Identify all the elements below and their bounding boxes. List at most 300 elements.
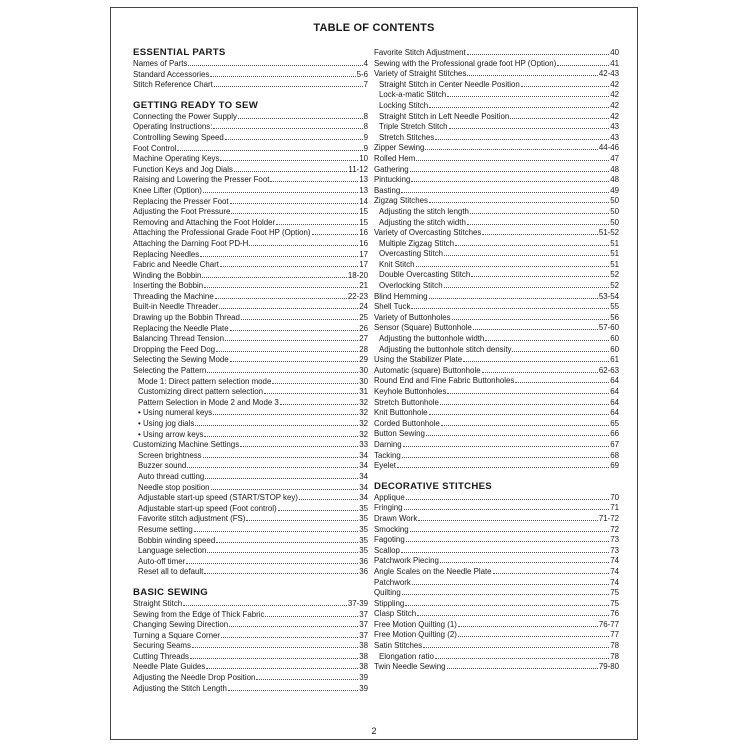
toc-entry-label: Angle Scales on the Needle Plate xyxy=(374,566,492,576)
toc-entry-page: 34 xyxy=(359,461,368,471)
toc-entry xyxy=(374,281,619,292)
dot-leader xyxy=(402,456,609,458)
dot-leader xyxy=(240,445,358,447)
toc-entry-label: Drawing up the Bobbin Thread xyxy=(133,313,240,323)
dot-leader xyxy=(452,318,610,320)
dot-leader xyxy=(426,434,609,436)
toc-entry-label: Stitch Reference Chart xyxy=(133,80,213,90)
toc-entry xyxy=(133,387,368,398)
toc-entry xyxy=(133,197,368,208)
toc-entry-page: 50 xyxy=(610,217,619,227)
toc-entry-page: 34 xyxy=(359,450,368,460)
toc-entry-label: Foot Control xyxy=(133,143,177,153)
toc-entry-label: • Using numeral keys xyxy=(138,408,213,418)
toc-entry-label: Selecting the Sewing Mode xyxy=(133,355,229,365)
dot-leader xyxy=(473,328,598,330)
toc-entry xyxy=(133,684,368,695)
toc-entry xyxy=(133,451,368,462)
dot-leader xyxy=(234,170,347,172)
dot-leader xyxy=(204,286,358,288)
toc-entry-label: Drawn Work xyxy=(374,513,418,523)
dot-leader xyxy=(210,75,355,77)
toc-entry xyxy=(133,673,368,684)
dot-leader xyxy=(256,678,358,680)
toc-entry-page: 42 xyxy=(610,79,619,89)
toc-entry xyxy=(374,143,619,154)
toc-entry xyxy=(133,620,368,631)
toc-entry-label: Turning a Square Corner xyxy=(133,630,220,640)
dot-leader xyxy=(299,498,358,500)
toc-entry-page: 64 xyxy=(610,397,619,407)
toc-entry-page: 7 xyxy=(363,80,368,90)
dot-leader xyxy=(467,223,609,225)
toc-entry-page: 17 xyxy=(359,260,368,270)
toc-entry xyxy=(374,578,619,589)
toc-entry xyxy=(133,641,368,652)
dot-leader xyxy=(440,403,609,405)
toc-entry-label: Changing Sewing Direction xyxy=(133,620,229,630)
dot-leader xyxy=(416,159,609,161)
toc-entry xyxy=(374,112,619,123)
toc-entry-label: Adjusting the Foot Pressure xyxy=(133,207,231,217)
toc-entry-page: 68 xyxy=(610,450,619,460)
toc-left-column xyxy=(133,47,368,694)
toc-entry-label: Favorite stitch adjustment (FS) xyxy=(138,514,246,524)
toc-entry-label: Adjustable start-up speed (START/STOP key) xyxy=(138,493,298,503)
toc-entry xyxy=(374,387,619,398)
dot-leader xyxy=(188,64,362,66)
toc-entry-page: 34 xyxy=(359,482,368,492)
dot-leader xyxy=(220,159,358,161)
dot-leader xyxy=(485,339,609,341)
toc-entry-page: 43 xyxy=(610,132,619,142)
dot-leader xyxy=(230,360,359,362)
toc-entry-label: Adjusting the buttonhole stitch density xyxy=(379,344,512,354)
toc-entry-label: Replacing the Needle Plate xyxy=(133,323,229,333)
toc-entry-page: 37 xyxy=(359,609,368,619)
dot-leader xyxy=(423,646,609,648)
dot-leader xyxy=(219,307,358,309)
toc-entry-page: 64 xyxy=(610,376,619,386)
toc-entry xyxy=(133,430,368,441)
toc-entry-page: 76 xyxy=(610,609,619,619)
toc-entry-page: 51-52 xyxy=(598,228,619,238)
toc-entry-page: 56 xyxy=(610,312,619,322)
dot-leader xyxy=(441,424,609,426)
toc-entry xyxy=(374,218,619,229)
dot-leader xyxy=(416,265,610,267)
toc-entry xyxy=(133,324,368,335)
toc-entry-page: 73 xyxy=(610,545,619,555)
toc-entry xyxy=(133,652,368,663)
dot-leader xyxy=(447,667,598,669)
toc-entry xyxy=(133,408,368,419)
dot-leader xyxy=(418,519,598,521)
dot-leader xyxy=(402,593,609,595)
toc-entry xyxy=(133,483,368,494)
toc-entry-label: Corded Buttonhole xyxy=(374,418,440,428)
toc-entry xyxy=(133,165,368,176)
dot-leader xyxy=(230,329,359,331)
toc-entry xyxy=(374,514,619,525)
dot-leader xyxy=(187,466,358,468)
dot-leader xyxy=(429,201,609,203)
toc-entry-label: Applique xyxy=(374,492,405,502)
dot-leader xyxy=(455,244,609,246)
toc-entry xyxy=(133,59,368,70)
toc-entry-page: 9 xyxy=(363,143,368,153)
dot-leader xyxy=(440,561,609,563)
toc-entry-label: Twin Needle Sewing xyxy=(374,662,446,672)
toc-entry-label: Clasp Stitch xyxy=(374,609,417,619)
toc-entry xyxy=(374,376,619,387)
toc-entry xyxy=(374,398,619,409)
toc-entry-label: Stippling xyxy=(374,598,405,608)
toc-entry-page: 17 xyxy=(359,249,368,259)
toc-entry-page: 33 xyxy=(359,440,368,450)
toc-entry xyxy=(133,472,368,483)
toc-entry-page: 60 xyxy=(610,334,619,344)
toc-entry xyxy=(374,345,619,356)
dot-leader xyxy=(264,392,358,394)
toc-entry xyxy=(133,366,368,377)
toc-entry-page: 35 xyxy=(359,514,368,524)
toc-entry-page: 73 xyxy=(610,535,619,545)
toc-entry-label: Zipper Sewing xyxy=(374,143,425,153)
dot-leader xyxy=(410,170,610,172)
toc-entry-label: Bobbin winding speed xyxy=(138,535,216,545)
dot-leader xyxy=(221,636,358,638)
toc-entry-label: • Using arrow keys xyxy=(138,429,204,439)
toc-entry xyxy=(374,493,619,504)
toc-entry xyxy=(133,461,368,472)
toc-entry-label: Sewing with the Professional grade foot HP (Option) xyxy=(374,58,557,68)
dot-leader xyxy=(404,508,610,510)
toc-entry-label: Adjusting the Needle Drop Position xyxy=(133,673,256,683)
toc-entry-page: 34 xyxy=(359,493,368,503)
toc-entry-page: 43 xyxy=(610,122,619,132)
toc-entry-page: 26 xyxy=(359,323,368,333)
toc-entry xyxy=(374,588,619,599)
toc-entry-page: 74 xyxy=(610,577,619,587)
toc-entry-page: 28 xyxy=(359,344,368,354)
dot-leader xyxy=(190,657,358,659)
toc-entry xyxy=(133,260,368,271)
toc-entry xyxy=(133,334,368,345)
toc-entry-label: Shell Tuck xyxy=(374,302,411,312)
toc-entry-page: 66 xyxy=(610,429,619,439)
toc-entry xyxy=(133,207,368,218)
dot-leader xyxy=(512,350,609,352)
toc-entry xyxy=(374,620,619,631)
toc-entry-page: 70 xyxy=(610,492,619,502)
toc-entry-label: Adjusting the stitch width xyxy=(379,217,466,227)
toc-entry-page: 52 xyxy=(610,270,619,280)
toc-entry xyxy=(374,239,619,250)
toc-entry xyxy=(374,503,619,514)
toc-entry xyxy=(374,366,619,377)
toc-entry xyxy=(374,122,619,133)
toc-entry-page: 42 xyxy=(610,100,619,110)
toc-entry-label: Patchwork Piecing xyxy=(374,556,439,566)
toc-entry xyxy=(133,493,368,504)
toc-entry-page: 75 xyxy=(610,598,619,608)
toc-entry xyxy=(374,451,619,462)
toc-entry-page: 32 xyxy=(359,429,368,439)
toc-entry xyxy=(374,641,619,652)
toc-entry xyxy=(374,355,619,366)
toc-entry-page: 79-80 xyxy=(598,662,619,672)
toc-entry-page: 61 xyxy=(610,355,619,365)
dot-leader xyxy=(482,233,598,235)
toc-entry-label: Darning xyxy=(374,439,402,449)
dot-leader xyxy=(401,551,609,553)
dot-leader xyxy=(510,117,609,119)
dot-leader xyxy=(429,297,598,299)
toc-entry-page: 30 xyxy=(359,366,368,376)
toc-entry-label: Controlling Sewing Speed xyxy=(133,132,224,142)
dot-leader xyxy=(405,604,609,606)
dot-leader xyxy=(195,424,358,426)
toc-entry xyxy=(133,557,368,568)
toc-entry xyxy=(374,535,619,546)
toc-entry xyxy=(133,313,368,324)
toc-entry xyxy=(133,112,368,123)
dot-leader xyxy=(225,339,358,341)
toc-entry-page: 40 xyxy=(610,48,619,57)
dot-leader xyxy=(425,148,597,150)
toc-entry-page: 30 xyxy=(359,376,368,386)
dot-leader xyxy=(192,646,358,648)
dot-leader xyxy=(203,191,358,193)
dot-leader xyxy=(194,530,358,532)
toc-entry xyxy=(133,218,368,229)
toc-entry xyxy=(374,80,619,91)
toc-entry-label: Raising and Lowering the Presser Foot xyxy=(133,175,270,185)
toc-entry-label: Names of Parts xyxy=(133,59,188,68)
toc-entry-page: 48 xyxy=(610,175,619,185)
toc-entry-page: 13 xyxy=(359,185,368,195)
toc-entry-page: 13 xyxy=(359,175,368,185)
section-heading-basic-sewing: BASIC SEWING xyxy=(133,586,209,598)
toc-entry-page: 25 xyxy=(359,313,368,323)
dot-leader xyxy=(406,498,610,500)
toc-entry xyxy=(133,419,368,430)
dot-leader xyxy=(493,572,610,574)
section-heading-essential-parts: ESSENTIAL PARTS xyxy=(133,47,226,58)
dot-leader xyxy=(312,233,359,235)
toc-entry-page: 75 xyxy=(610,588,619,598)
toc-entry xyxy=(374,313,619,324)
section-heading-decorative-stitches: DECORATIVE STITCHES xyxy=(374,480,492,492)
toc-entry xyxy=(374,440,619,451)
toc-entry-label: Free Motion Quilting (2) xyxy=(374,630,457,640)
toc-entry xyxy=(374,175,619,186)
toc-entry-label: Balancing Thread Tension xyxy=(133,334,224,344)
toc-entry-label: Language selection xyxy=(138,546,207,556)
toc-entry xyxy=(133,122,368,133)
toc-entry-page: 18-20 xyxy=(347,270,368,280)
toc-entry-label: Sewing from the Edge of Thick Fabric xyxy=(133,609,265,619)
toc-entry xyxy=(374,599,619,610)
toc-entry-label: Replacing the Presser Foot xyxy=(133,196,229,206)
toc-entry xyxy=(133,567,368,578)
toc-entry-page: 24 xyxy=(359,302,368,312)
toc-entry-label: Variety of Overcasting Stitches xyxy=(374,228,482,238)
toc-entry-label: Reset all to default xyxy=(138,567,204,577)
toc-entry-page: 29 xyxy=(359,355,368,365)
toc-entry xyxy=(133,228,368,239)
dot-leader xyxy=(444,254,609,256)
toc-entry-label: Pintucking xyxy=(374,175,411,185)
toc-entry-page: 78 xyxy=(610,651,619,661)
toc-entry xyxy=(133,546,368,557)
page-number: 2 xyxy=(371,726,377,736)
toc-entry-page: 71 xyxy=(610,503,619,513)
toc-entry-page: 51 xyxy=(610,238,619,248)
dot-leader xyxy=(238,117,363,119)
toc-entry-label: Double Overcasting Stitch xyxy=(379,270,471,280)
toc-entry-label: Pattern Selection in Mode 2 and Mode 3 xyxy=(138,397,279,407)
toc-entry xyxy=(133,631,368,642)
dot-leader xyxy=(211,488,359,490)
page-title: TABLE OF CONTENTS xyxy=(313,22,435,34)
toc-entry-label: Tacking xyxy=(374,450,401,460)
toc-entry-label: Overlocking Stitch xyxy=(379,281,443,291)
toc-entry-label: Auto-off timer xyxy=(138,556,186,566)
toc-entry-label: Needle Plate Guides xyxy=(133,662,206,672)
toc-entry xyxy=(133,154,368,165)
toc-entry xyxy=(374,90,619,101)
toc-entry xyxy=(374,609,619,620)
toc-entry xyxy=(133,133,368,144)
dot-leader xyxy=(406,540,610,542)
toc-entry-page: 35 xyxy=(359,503,368,513)
toc-entry xyxy=(374,101,619,112)
toc-entry xyxy=(374,302,619,313)
toc-entry-label: Favorite Stitch Adjustment xyxy=(374,48,466,57)
toc-entry xyxy=(374,525,619,536)
toc-entry-page: 76-77 xyxy=(598,619,619,629)
toc-entry xyxy=(374,207,619,218)
dot-leader xyxy=(280,403,358,405)
toc-entry-label: Automatic (square) Buttonhole xyxy=(374,365,481,375)
toc-entry-page: 67 xyxy=(610,439,619,449)
toc-entry xyxy=(374,59,619,70)
toc-entry-page: 5-6 xyxy=(356,69,368,79)
toc-entry-page: 48 xyxy=(610,164,619,174)
toc-entry-page: 37-39 xyxy=(347,598,368,608)
toc-entry xyxy=(133,175,368,186)
toc-entry-label: Straight Stitch in Center Needle Position xyxy=(379,79,520,89)
toc-entry xyxy=(374,630,619,641)
dot-leader xyxy=(202,276,346,278)
toc-entry-label: Variety of Buttonholes xyxy=(374,312,451,322)
dot-leader xyxy=(200,255,358,257)
toc-entry-label: Built-in Needle Threader xyxy=(133,302,219,312)
toc-entry-label: Triple Stretch Stitch xyxy=(379,122,448,132)
dot-leader xyxy=(515,381,609,383)
toc-entry xyxy=(374,662,619,673)
dot-leader xyxy=(265,615,358,617)
dot-leader xyxy=(411,307,609,309)
toc-entry-page: 32 xyxy=(359,419,368,428)
toc-entry-label: Blind Hemming xyxy=(374,291,428,301)
dot-leader xyxy=(458,625,598,627)
toc-entry xyxy=(133,377,368,388)
dot-leader xyxy=(403,445,610,447)
toc-entry-page: 16 xyxy=(359,228,368,238)
toc-entry-label: Keyhole Buttonholes xyxy=(374,387,447,396)
dot-leader xyxy=(216,541,358,543)
toc-entry-page: 37 xyxy=(359,630,368,640)
toc-entry xyxy=(133,355,368,366)
toc-entry-page: 50 xyxy=(610,196,619,206)
toc-entry-label: Mode 1: Direct pattern selection mode xyxy=(138,376,272,386)
toc-entry-label: Scallop xyxy=(374,545,400,555)
toc-entry-label: Quilting xyxy=(374,588,401,598)
toc-right-column xyxy=(374,48,619,673)
toc-entry xyxy=(374,461,619,472)
toc-entry-page: 38 xyxy=(359,662,368,672)
toc-entry-label: Gathering xyxy=(374,164,409,174)
dot-leader xyxy=(249,244,358,246)
toc-entry xyxy=(374,419,619,430)
dot-leader xyxy=(246,519,358,521)
toc-entry-page: 47 xyxy=(610,153,619,163)
dot-leader xyxy=(231,212,358,214)
toc-entry-label: Operating Instructions: xyxy=(133,122,213,132)
toc-entry-page: 21 xyxy=(359,281,368,291)
toc-entry xyxy=(374,270,619,281)
dot-leader xyxy=(183,604,347,606)
toc-entry-label: Removing and Attaching the Foot Holder xyxy=(133,217,276,227)
toc-entry-label: Round End and Fine Fabric Buttonholes xyxy=(374,376,515,386)
toc-entry-label: Button Sewing xyxy=(374,429,425,439)
toc-entry-label: Satin Stitches xyxy=(374,641,423,651)
toc-entry-label: Securing Seams xyxy=(133,641,191,651)
toc-entry-label: Standard Accessories xyxy=(133,69,210,79)
toc-entry xyxy=(374,186,619,197)
dot-leader xyxy=(435,657,609,659)
toc-entry-label: Patchwork xyxy=(374,577,411,587)
toc-entry-page: 27 xyxy=(359,334,368,344)
toc-entry-label: Fagoting xyxy=(374,535,405,545)
document-page xyxy=(110,7,638,740)
toc-entry-label: Overcasting Stitch xyxy=(379,249,444,259)
toc-entry-page: 15 xyxy=(359,207,368,217)
dot-leader xyxy=(229,625,358,627)
toc-entry xyxy=(133,80,368,91)
dot-leader xyxy=(471,275,609,277)
dot-leader xyxy=(278,509,359,511)
toc-entry xyxy=(133,70,368,81)
dot-leader xyxy=(215,297,347,299)
toc-entry xyxy=(374,165,619,176)
toc-entry-label: Replacing Needles xyxy=(133,249,200,259)
dot-leader xyxy=(449,127,610,129)
dot-leader xyxy=(411,180,609,182)
toc-entry-label: • Using jog dials xyxy=(138,419,195,428)
toc-entry-page: 32 xyxy=(359,397,368,407)
toc-entry-page: 10 xyxy=(359,154,368,164)
toc-entry-page: 65 xyxy=(610,418,619,428)
dot-leader xyxy=(417,614,609,616)
toc-entry-label: Inserting the Bobbin xyxy=(133,281,204,291)
toc-entry-label: Adjustable start-up speed (Foot control) xyxy=(138,503,277,513)
toc-entry-label: Machine Operating Keys xyxy=(133,154,220,164)
toc-entry-page: 8 xyxy=(363,111,368,121)
